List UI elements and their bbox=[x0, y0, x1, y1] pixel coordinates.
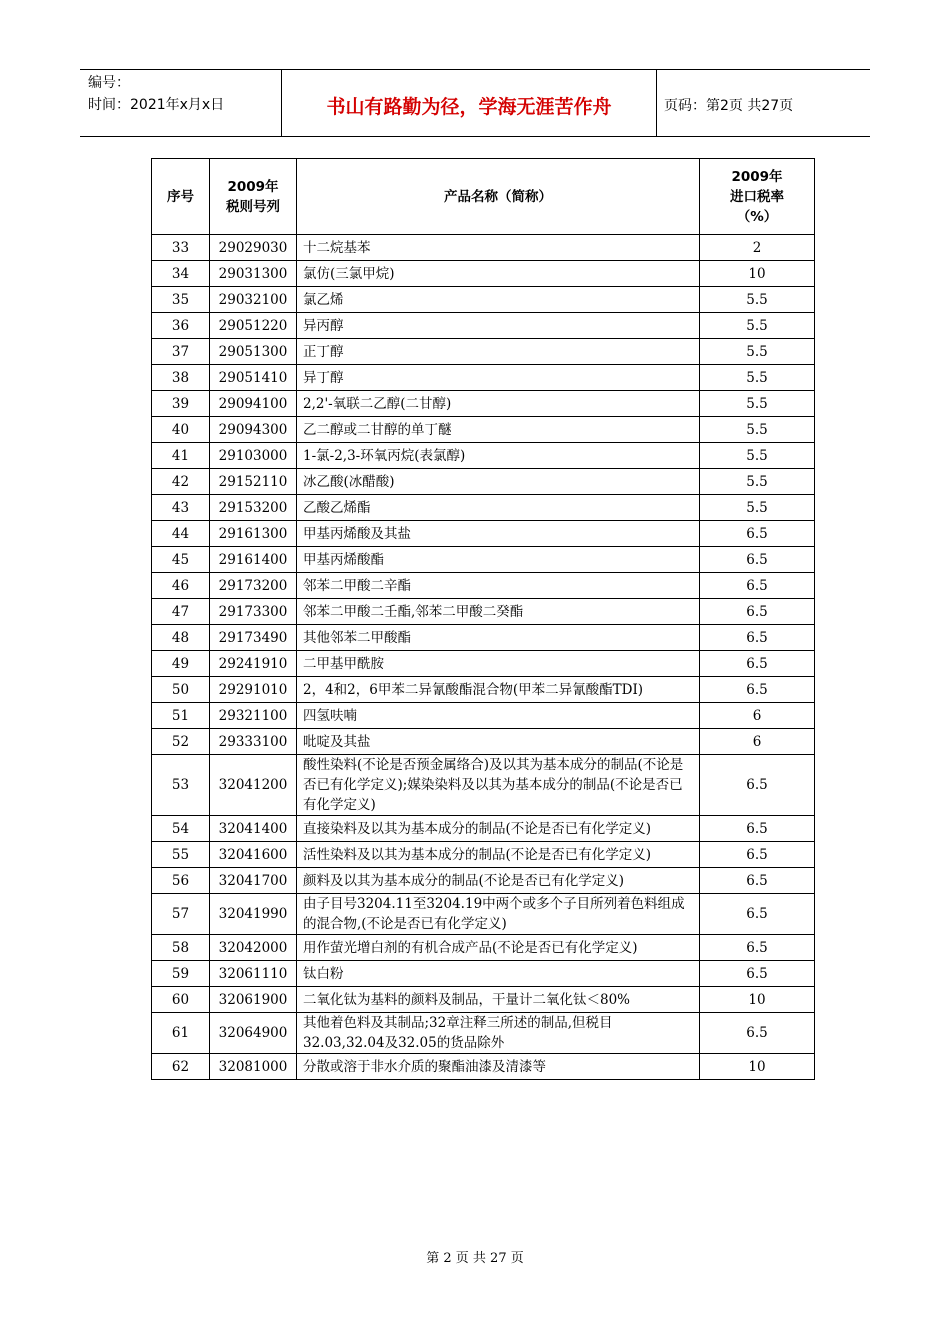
row-number: 41 bbox=[152, 443, 210, 469]
row-number: 56 bbox=[152, 868, 210, 894]
table-row bbox=[152, 987, 815, 1013]
import-rate: 6.5 bbox=[700, 894, 815, 935]
row-number: 44 bbox=[152, 521, 210, 547]
product-name: 酸性染料(不论是否预金属络合)及以其为基本成分的制品(不论是否已有化学定义);媒染染料及以其为基本成分的制品(不论是否已有化学定义) bbox=[297, 755, 700, 816]
tariff-code: 29241910 bbox=[210, 651, 297, 677]
row-number: 57 bbox=[152, 894, 210, 935]
table-row bbox=[152, 261, 815, 287]
column-header-rate-label: 进口税率 bbox=[730, 188, 784, 205]
product-name: 正丁醇 bbox=[297, 339, 700, 365]
table-row bbox=[152, 625, 815, 651]
tariff-code: 29333100 bbox=[210, 729, 297, 755]
document-number-label: 编号： bbox=[88, 75, 130, 91]
import-rate: 6 bbox=[700, 703, 815, 729]
row-number: 50 bbox=[152, 677, 210, 703]
page-footer: 第 2 页 共 27 页 bbox=[426, 1251, 524, 1266]
column-header-rate-unit: （%） bbox=[736, 208, 778, 225]
tariff-code: 29161400 bbox=[210, 547, 297, 573]
import-rate: 5.5 bbox=[700, 391, 815, 417]
column-header-name: 产品名称（简称） bbox=[297, 159, 700, 235]
tariff-code: 29152110 bbox=[210, 469, 297, 495]
import-rate: 5.5 bbox=[700, 417, 815, 443]
import-rate: 6 bbox=[700, 729, 815, 755]
table-row bbox=[152, 651, 815, 677]
tariff-code: 29291010 bbox=[210, 677, 297, 703]
product-name: 2,2'-氧联二乙醇(二甘醇) bbox=[297, 391, 700, 417]
row-number: 46 bbox=[152, 573, 210, 599]
product-name: 邻苯二甲酸二壬酯,邻苯二甲酸二癸酯 bbox=[297, 599, 700, 625]
table-row bbox=[152, 235, 815, 261]
header-divider bbox=[656, 69, 657, 136]
row-number: 42 bbox=[152, 469, 210, 495]
product-name: 钛白粉 bbox=[297, 961, 700, 987]
row-number: 34 bbox=[152, 261, 210, 287]
import-rate: 6.5 bbox=[700, 651, 815, 677]
product-name: 由子目号3204.11至3204.19中两个或多个子目所列着色料组成的混合物,(不论是否已有化学定义) bbox=[297, 894, 700, 935]
product-name: 活性染料及以其为基本成分的制品(不论是否已有化学定义) bbox=[297, 842, 700, 868]
row-number: 45 bbox=[152, 547, 210, 573]
row-number: 36 bbox=[152, 313, 210, 339]
import-rate: 6.5 bbox=[700, 842, 815, 868]
table-row bbox=[152, 365, 815, 391]
product-name: 二甲基甲酰胺 bbox=[297, 651, 700, 677]
row-number: 55 bbox=[152, 842, 210, 868]
product-name: 直接染料及以其为基本成分的制品(不论是否已有化学定义) bbox=[297, 816, 700, 842]
column-header-rate bbox=[700, 159, 815, 235]
tariff-code: 29161300 bbox=[210, 521, 297, 547]
table-row bbox=[152, 755, 815, 816]
import-rate: 5.5 bbox=[700, 495, 815, 521]
import-rate: 6.5 bbox=[700, 868, 815, 894]
table-row bbox=[152, 573, 815, 599]
table-row bbox=[152, 894, 815, 935]
import-rate: 6.5 bbox=[700, 521, 815, 547]
tariff-table bbox=[151, 158, 815, 1080]
import-rate: 6.5 bbox=[700, 547, 815, 573]
product-name: 二氧化钛为基料的颜料及制品，干量计二氧化钛＜80% bbox=[297, 987, 700, 1013]
table-row bbox=[152, 677, 815, 703]
tariff-code: 32041200 bbox=[210, 755, 297, 816]
table-row bbox=[152, 842, 815, 868]
header-bottom-rule bbox=[80, 136, 870, 137]
tariff-code: 32064900 bbox=[210, 1013, 297, 1054]
table-row bbox=[152, 1054, 815, 1080]
import-rate: 5.5 bbox=[700, 443, 815, 469]
column-header-code-year: 2009年 bbox=[227, 178, 279, 195]
product-name: 2，4和2，6甲苯二异氰酸酯混合物(甲苯二异氰酸酯TDI) bbox=[297, 677, 700, 703]
import-rate: 10 bbox=[700, 1054, 815, 1080]
tariff-code: 32061900 bbox=[210, 987, 297, 1013]
row-number: 58 bbox=[152, 935, 210, 961]
import-rate: 6.5 bbox=[700, 755, 815, 816]
product-name: 乙酸乙烯酯 bbox=[297, 495, 700, 521]
tariff-code: 29094100 bbox=[210, 391, 297, 417]
product-name: 四氢呋喃 bbox=[297, 703, 700, 729]
header-page-info: 页码：第2页 共27页 bbox=[664, 98, 794, 114]
product-name: 氯仿(三氯甲烷) bbox=[297, 261, 700, 287]
row-number: 52 bbox=[152, 729, 210, 755]
tariff-code: 32041600 bbox=[210, 842, 297, 868]
import-rate: 10 bbox=[700, 987, 815, 1013]
product-name: 甲基丙烯酸酯 bbox=[297, 547, 700, 573]
tariff-code: 29173200 bbox=[210, 573, 297, 599]
column-header-no: 序号 bbox=[152, 159, 210, 235]
header-left-block bbox=[88, 72, 224, 116]
table-row bbox=[152, 469, 815, 495]
column-header-code-label: 税则号列 bbox=[226, 198, 280, 215]
import-rate: 5.5 bbox=[700, 469, 815, 495]
row-number: 43 bbox=[152, 495, 210, 521]
import-rate: 6.5 bbox=[700, 599, 815, 625]
tariff-code: 29031300 bbox=[210, 261, 297, 287]
product-name: 1-氯-2,3-环氧丙烷(表氯醇) bbox=[297, 443, 700, 469]
import-rate: 6.5 bbox=[700, 677, 815, 703]
import-rate: 2 bbox=[700, 235, 815, 261]
import-rate: 5.5 bbox=[700, 365, 815, 391]
import-rate: 5.5 bbox=[700, 313, 815, 339]
product-name: 乙二醇或二甘醇的单丁醚 bbox=[297, 417, 700, 443]
row-number: 60 bbox=[152, 987, 210, 1013]
product-name: 邻苯二甲酸二辛酯 bbox=[297, 573, 700, 599]
import-rate: 6.5 bbox=[700, 961, 815, 987]
import-rate: 6.5 bbox=[700, 573, 815, 599]
tariff-code: 29051220 bbox=[210, 313, 297, 339]
row-number: 48 bbox=[152, 625, 210, 651]
table-row bbox=[152, 1013, 815, 1054]
row-number: 59 bbox=[152, 961, 210, 987]
tariff-code: 29103000 bbox=[210, 443, 297, 469]
table-row bbox=[152, 391, 815, 417]
tariff-code: 29153200 bbox=[210, 495, 297, 521]
import-rate: 5.5 bbox=[700, 339, 815, 365]
row-number: 35 bbox=[152, 287, 210, 313]
table-row bbox=[152, 313, 815, 339]
tariff-code: 32041400 bbox=[210, 816, 297, 842]
header-motto: 书山有路勤为径，学海无涯苦作舟 bbox=[326, 96, 612, 118]
row-number: 54 bbox=[152, 816, 210, 842]
table-row bbox=[152, 729, 815, 755]
table-row bbox=[152, 868, 815, 894]
row-number: 49 bbox=[152, 651, 210, 677]
product-name: 其他着色料及其制品;32章注释三所述的制品,但税目32.03,32.04及32.05的货品除外 bbox=[297, 1013, 700, 1054]
tariff-code: 32041990 bbox=[210, 894, 297, 935]
product-name: 十二烷基苯 bbox=[297, 235, 700, 261]
table-row bbox=[152, 443, 815, 469]
table-row bbox=[152, 599, 815, 625]
product-name: 吡啶及其盐 bbox=[297, 729, 700, 755]
import-rate: 6.5 bbox=[700, 1013, 815, 1054]
import-rate: 6.5 bbox=[700, 816, 815, 842]
table-row bbox=[152, 521, 815, 547]
tariff-code: 29051300 bbox=[210, 339, 297, 365]
table-row bbox=[152, 547, 815, 573]
product-name: 异丁醇 bbox=[297, 365, 700, 391]
row-number: 39 bbox=[152, 391, 210, 417]
product-name: 其他邻苯二甲酸酯 bbox=[297, 625, 700, 651]
column-header-rate-year: 2009年 bbox=[731, 168, 783, 185]
column-header-code bbox=[210, 159, 297, 235]
table-row bbox=[152, 417, 815, 443]
product-name: 异丙醇 bbox=[297, 313, 700, 339]
row-number: 51 bbox=[152, 703, 210, 729]
tariff-code: 32061110 bbox=[210, 961, 297, 987]
table-row bbox=[152, 287, 815, 313]
product-name: 甲基丙烯酸及其盐 bbox=[297, 521, 700, 547]
row-number: 40 bbox=[152, 417, 210, 443]
table-row bbox=[152, 816, 815, 842]
tariff-code: 29094300 bbox=[210, 417, 297, 443]
table-row bbox=[152, 703, 815, 729]
product-name: 分散或溶于非水介质的聚酯油漆及清漆等 bbox=[297, 1054, 700, 1080]
header-top-rule bbox=[80, 69, 870, 70]
table-row bbox=[152, 339, 815, 365]
row-number: 53 bbox=[152, 755, 210, 816]
import-rate: 6.5 bbox=[700, 625, 815, 651]
product-name: 颜料及以其为基本成分的制品(不论是否已有化学定义) bbox=[297, 868, 700, 894]
row-number: 47 bbox=[152, 599, 210, 625]
table-row bbox=[152, 935, 815, 961]
row-number: 38 bbox=[152, 365, 210, 391]
row-number: 61 bbox=[152, 1013, 210, 1054]
tariff-code: 32042000 bbox=[210, 935, 297, 961]
product-name: 用作萤光增白剂的有机合成产品(不论是否已有化学定义) bbox=[297, 935, 700, 961]
header-divider bbox=[281, 69, 282, 136]
document-time-label: 时间：2021年x月x日 bbox=[88, 97, 225, 113]
row-number: 33 bbox=[152, 235, 210, 261]
tariff-code: 32081000 bbox=[210, 1054, 297, 1080]
import-rate: 5.5 bbox=[700, 287, 815, 313]
tariff-code: 32041700 bbox=[210, 868, 297, 894]
row-number: 37 bbox=[152, 339, 210, 365]
tariff-code: 29173300 bbox=[210, 599, 297, 625]
product-name: 冰乙酸(冰醋酸) bbox=[297, 469, 700, 495]
table-header-row bbox=[152, 159, 815, 235]
product-name: 氯乙烯 bbox=[297, 287, 700, 313]
table-row bbox=[152, 495, 815, 521]
row-number: 62 bbox=[152, 1054, 210, 1080]
tariff-code: 29051410 bbox=[210, 365, 297, 391]
tariff-code: 29032100 bbox=[210, 287, 297, 313]
import-rate: 10 bbox=[700, 261, 815, 287]
import-rate: 6.5 bbox=[700, 935, 815, 961]
tariff-code: 29029030 bbox=[210, 235, 297, 261]
tariff-code: 29321100 bbox=[210, 703, 297, 729]
tariff-code: 29173490 bbox=[210, 625, 297, 651]
table-row bbox=[152, 961, 815, 987]
